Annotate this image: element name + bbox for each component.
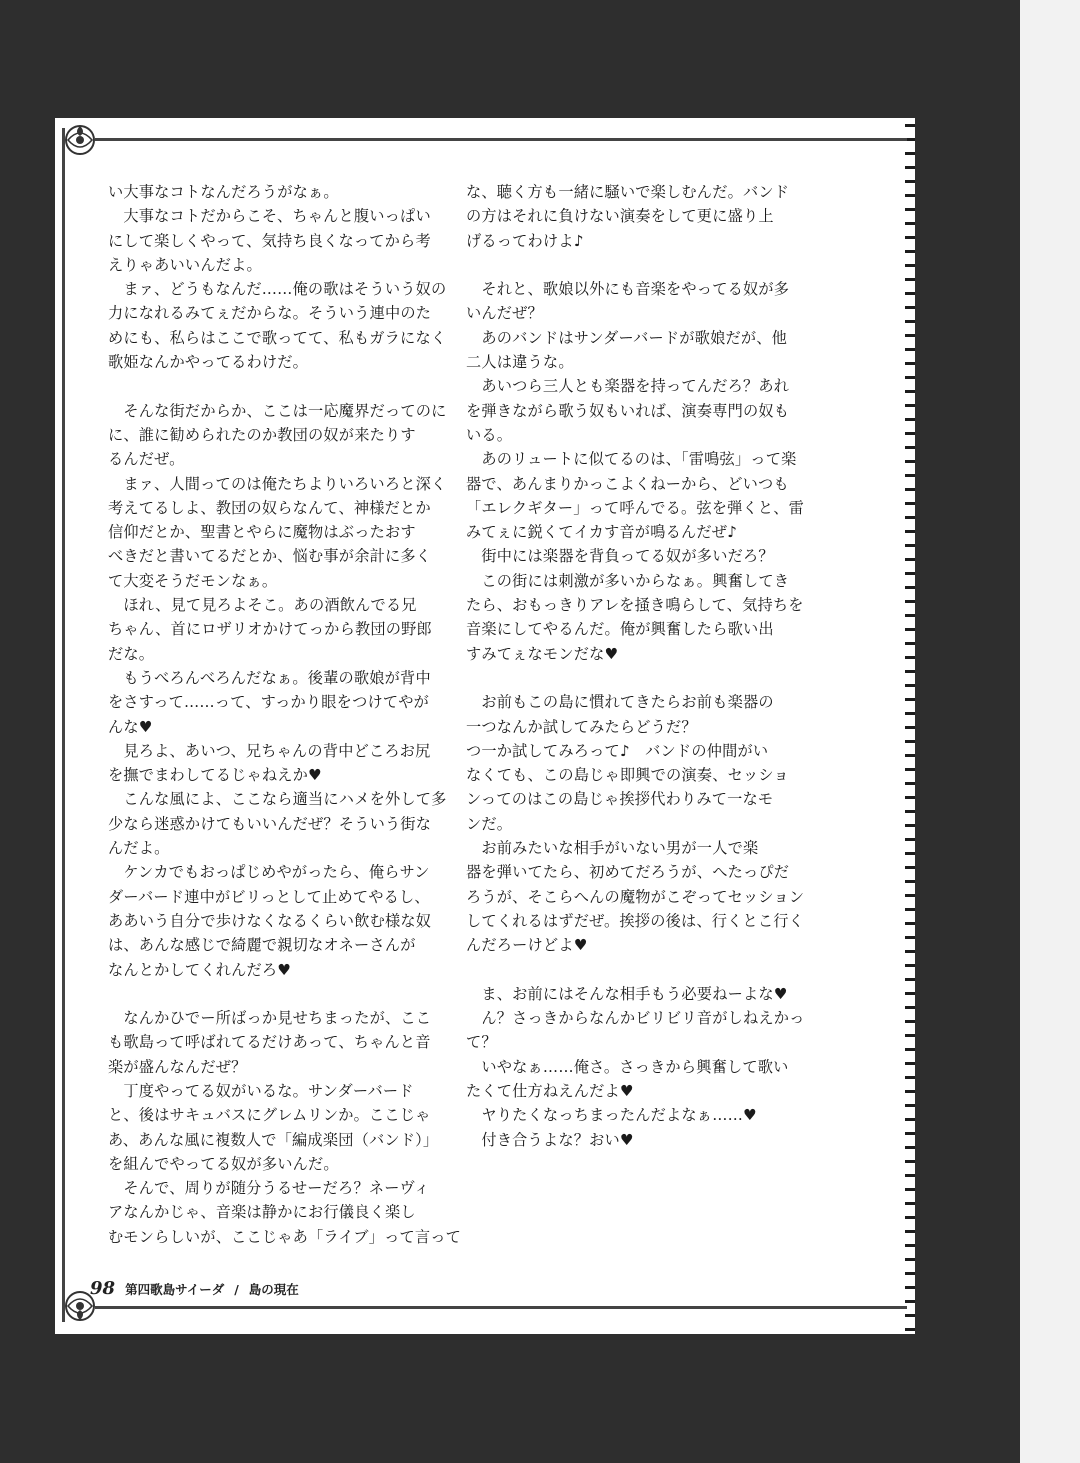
text-line: ん？さっきからなんかビリビリ音がしねえかっ [466,1009,805,1028]
text-line: ンってのはこの島じゃ挨拶代わりみて一なモ [466,790,774,809]
text-line: ヤりたくなっちまったんだよなぁ……♥ [466,1106,757,1125]
text-line: ま、お前にはそんな相手もう必要ねーよな♥ [466,984,788,1003]
right-text-column [466,180,805,1152]
text-line: あいつら三人とも楽器を持ってんだろ？あれ [466,377,790,396]
text-line: お前みたいな相手がいない男が一人で楽 [466,839,759,858]
text-line: ちゃん、首にロザリオかけてっから教団の野郎 [108,620,432,639]
text-line: 街中には楽器を背負ってる奴が多いだろ？ [466,547,774,566]
text-line: 力になれるみてぇだからな。そういう連中のた [108,304,432,323]
footer-separator: / [234,1282,239,1297]
text-line: みてぇに鋭くてイカす音が鳴るんだぜ♪ [466,523,738,542]
text-line: にして楽しくやって、気持ち良くなってから考 [108,231,431,250]
text-line: だな。 [108,644,155,663]
text-line: まァ、どうもなんだ……俺の歌はそういう奴の [108,280,447,299]
text-line: ああいう自分で歩けなくなるくらい飲む様な奴 [108,911,432,930]
text-line: たら、おもっきりアレを掻き鳴らして、気持ちを [466,596,804,615]
left-text-column [108,180,462,1249]
text-line: んだよ。 [108,839,170,858]
paragraph-gap [466,253,786,277]
text-line: ほれ、見て見ろよそこ。あの酒飲んでる兄 [108,596,417,615]
text-line: アなんかじゃ、音楽は静かにお行儀良く楽し [108,1203,416,1222]
text-line: なんとかしてくれんだろ♥ [108,960,292,979]
text-line: この街には刺激が多いからなぁ。興奮してき [466,571,790,590]
text-line: を組んでやってる奴が多いんだ。 [108,1154,339,1173]
text-line: て？ [466,1033,497,1052]
text-line: は、あんな感じで綺麗で親切なオネーさんが [108,936,416,955]
text-line: なんかひでー所ばっか見せちまったが、ここ [108,1009,432,1028]
footer-section-title: 島の現在 [248,1282,299,1297]
text-line: 少なら迷惑かけてもいいんだぜ？そういう街な [108,814,432,833]
text-line: の方はそれに負けない演奏をして更に盛り上 [466,207,774,226]
text-line: な、聴く方も一緒に騒いで楽しむんだ。バンド [466,183,790,201]
text-line: 音楽にしてやるんだ。俺が興奮したら歌い出 [466,620,774,639]
text-line: ろうが、そこらへんの魔物がこぞってセッション [466,887,805,906]
text-line: 二人は違うな。 [466,353,574,372]
text-line: を弾きながら歌う奴もいれば、演奏専門の奴も [466,401,790,420]
text-line: つ一か試してみろって♪ バンドの仲間がい [466,741,769,760]
scroll-ornament-icon [60,120,100,160]
page-footer [90,1278,299,1302]
text-line: あのバンドはサンダーバードが歌娘だが、他 [466,328,788,347]
page-number: 98 [90,1278,116,1299]
text-line: 器を弾いてたら、初めてだろうが、へたっぴだ [466,863,790,882]
text-line: げるってわけよ♪ [466,231,584,250]
text-line: も歌島って呼ばれてるだけあって、ちゃんと音 [108,1033,431,1052]
text-line: 器で、あんまりかっこよくねーから、どいつも [466,474,789,493]
text-line: こんな風によ、ここなら適当にハメを外して多 [108,790,447,809]
paragraph-gap [466,958,786,982]
text-line: ンだ。 [466,814,513,833]
text-line: 歌姫なんかやってるわけだ。 [108,353,309,372]
text-line: あのリュートに似てるのは、「雷鳴弦」って楽 [466,450,797,469]
text-line: いる。 [466,425,513,444]
text-line: ケンカでもおっぱじめやがったら、俺らサン [108,863,430,882]
text-line: まァ、人間ってのは俺たちよりいろいろと深く [108,474,447,493]
text-line: 考えてるしよ、教団の奴らなんて、神様だとか [108,498,431,517]
text-line: いんだぜ？ [466,304,543,323]
text-line: めにも、私らはここで歌ってて、私もガラになく [108,328,447,347]
text-line: あ、あんな風に複数人で「編成楽団（バンド）」 [108,1130,439,1149]
text-line: えりゃあいいんだよ。 [108,255,262,274]
text-line: て大変そうだモンなぁ。 [108,571,278,590]
text-line: すみてぇなモンだな♥ [466,644,619,663]
text-line: たくて仕方ねえんだよ♥ [466,1081,634,1100]
text-line: んだろーけどよ♥ [466,936,588,955]
frame-bottom-rule [95,1306,907,1309]
text-line: もうべろんべろんだなぁ。後輩の歌娘が背中 [108,668,431,687]
text-line: 大事なコトだからこそ、ちゃんと腹いっぱい [108,207,431,226]
paragraph-gap [108,982,428,1006]
text-line: をさすって……って、すっかり眼をつけてやが [108,693,430,712]
text-line: お前もこの島に慣れてきたらお前も楽器の [466,693,774,712]
text-line: い大事なコトなんだろうがなぁ。 [108,183,339,201]
text-line: 楽が盛んなんだぜ？ [108,1057,247,1076]
footer-chapter-title: 第四歌島サイーダ [125,1282,225,1297]
text-line: 一つなんか試してみたらどうだ？ [466,717,697,736]
text-line: んな♥ [108,717,153,736]
text-line: いやなぁ……俺さ。さっきから興奮して歌い [466,1057,789,1076]
scan-right-margin [1020,0,1080,1463]
text-line: むモンらしいが、ここじゃあ「ライブ」って言って [108,1227,462,1246]
text-line: に、誰に勧められたのか教団の奴が来たりす [108,425,416,444]
frame-top-rule [95,138,907,141]
text-line: 丁度やってる奴がいるな。サンダーバード [108,1081,414,1100]
text-line: そんな街だからか、ここは一応魔界だってのに [108,401,447,420]
text-line: 付き合うよな？おい♥ [466,1130,634,1149]
text-line: 「エレクギター」って呼んでる。弦を弾くと、雷 [466,498,805,517]
text-line: 信仰だとか、聖書とやらに魔物はぶったおす [108,523,416,542]
text-line: を撫でまわしてるじゃねえか♥ [108,766,322,785]
text-line: してくれるはずだぜ。挨拶の後は、行くとこ行く [466,911,805,930]
paragraph-gap [466,666,786,690]
text-line: 見ろよ、あいつ、兄ちゃんの背中どころお尻 [108,741,431,760]
text-line: そんで、周りが随分うるせーだろ？ネーヴィ [108,1179,430,1198]
text-line: それと、歌娘以外にも音楽をやってる奴が多 [466,280,790,299]
text-line: と、後はサキュバスにグレムリンか。ここじゃ [108,1106,431,1125]
paragraph-gap [108,374,428,398]
text-line: るんだぜ。 [108,450,185,469]
text-line: なくても、この島じゃ即興での演奏、セッショ [466,766,789,785]
text-line: ダーバード連中がビリっとして止めてやるし、 [108,887,430,906]
text-line: べきだと書いてるだとか、悩む事が余計に多く [108,547,432,566]
